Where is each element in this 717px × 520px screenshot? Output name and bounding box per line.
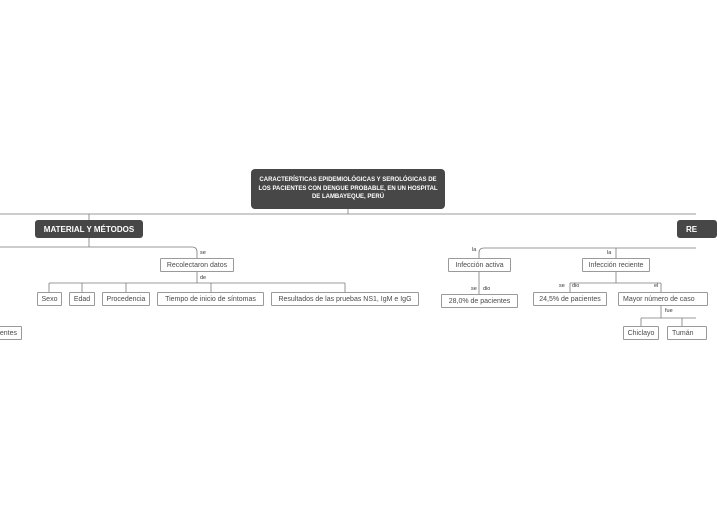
node-pacientes-cut-label: entes <box>0 329 17 337</box>
central-topic[interactable] <box>251 169 445 209</box>
node-chiclayo-label: Chiclayo <box>627 329 655 337</box>
node-infeccion-activa[interactable] <box>448 258 511 272</box>
node-procedencia-label: Procedencia <box>106 295 146 303</box>
node-24-pacientes-label: 24,5% de pacientes <box>539 295 601 303</box>
node-chiclayo[interactable] <box>623 326 659 340</box>
node-resultados-pruebas[interactable] <box>271 292 419 306</box>
node-tuman[interactable] <box>667 326 707 340</box>
connector-dio-active: dio <box>483 286 491 292</box>
connector-fue: fue <box>665 308 673 314</box>
connector-se-recent: se <box>559 283 565 289</box>
node-mayor-numero-casos[interactable] <box>618 292 708 306</box>
node-tiempo-inicio-sintomas-label: Tiempo de inicio de síntomas <box>165 295 256 303</box>
node-mayor-numero-casos-label: Mayor número de caso <box>623 295 695 303</box>
node-sexo-label: Sexo <box>41 295 58 303</box>
connector-la-active: la <box>472 247 477 253</box>
connector-dio-recent: dio <box>572 283 580 289</box>
node-tiempo-inicio-sintomas[interactable] <box>157 292 264 306</box>
node-infeccion-reciente[interactable] <box>582 258 650 272</box>
node-24-pacientes[interactable] <box>533 292 607 306</box>
connector-el: el <box>654 283 659 289</box>
node-sexo[interactable] <box>37 292 62 306</box>
connector-se-left: se <box>200 250 206 256</box>
node-pacientes-cut[interactable] <box>0 326 22 340</box>
node-recolectaron-datos-label: Recolectaron datos <box>166 261 228 269</box>
node-28-pacientes[interactable] <box>441 294 518 308</box>
node-infeccion-activa-label: Infección activa <box>455 261 504 269</box>
node-recolectaron-datos[interactable] <box>160 258 234 272</box>
line-left-bus <box>0 247 197 258</box>
topic-resultados[interactable] <box>677 220 717 238</box>
node-edad[interactable] <box>69 292 95 306</box>
topic-resultados-label: RE <box>686 224 698 234</box>
central-topic-label: CARACTERÍSTICAS EPIDEMIOLÓGICAS Y SEROLÓGICAS DE LOS PACIENTES CON DENGUE PROBABLE, EN UN HOSPITAL DE LAMBAYEQUE, PERÚ <box>258 176 438 201</box>
node-infeccion-reciente-label: Infección reciente <box>588 261 644 269</box>
node-edad-label: Edad <box>73 295 91 303</box>
topic-material-metodos-label: MATERIAL Y MÉTODOS <box>43 224 135 234</box>
topic-material-metodos[interactable] <box>35 220 143 238</box>
node-resultados-pruebas-label: Resultados de las pruebas NS1, IgM e IgG <box>278 295 412 303</box>
node-28-pacientes-label: 28,0% de pacientes <box>448 297 511 305</box>
node-tuman-label: Tumán <box>672 329 694 337</box>
line-to-active <box>479 248 484 258</box>
connector-se-active: se <box>471 286 477 292</box>
node-procedencia[interactable] <box>102 292 150 306</box>
connector-de: de <box>200 275 207 281</box>
connector-la-recent: la <box>607 250 612 256</box>
